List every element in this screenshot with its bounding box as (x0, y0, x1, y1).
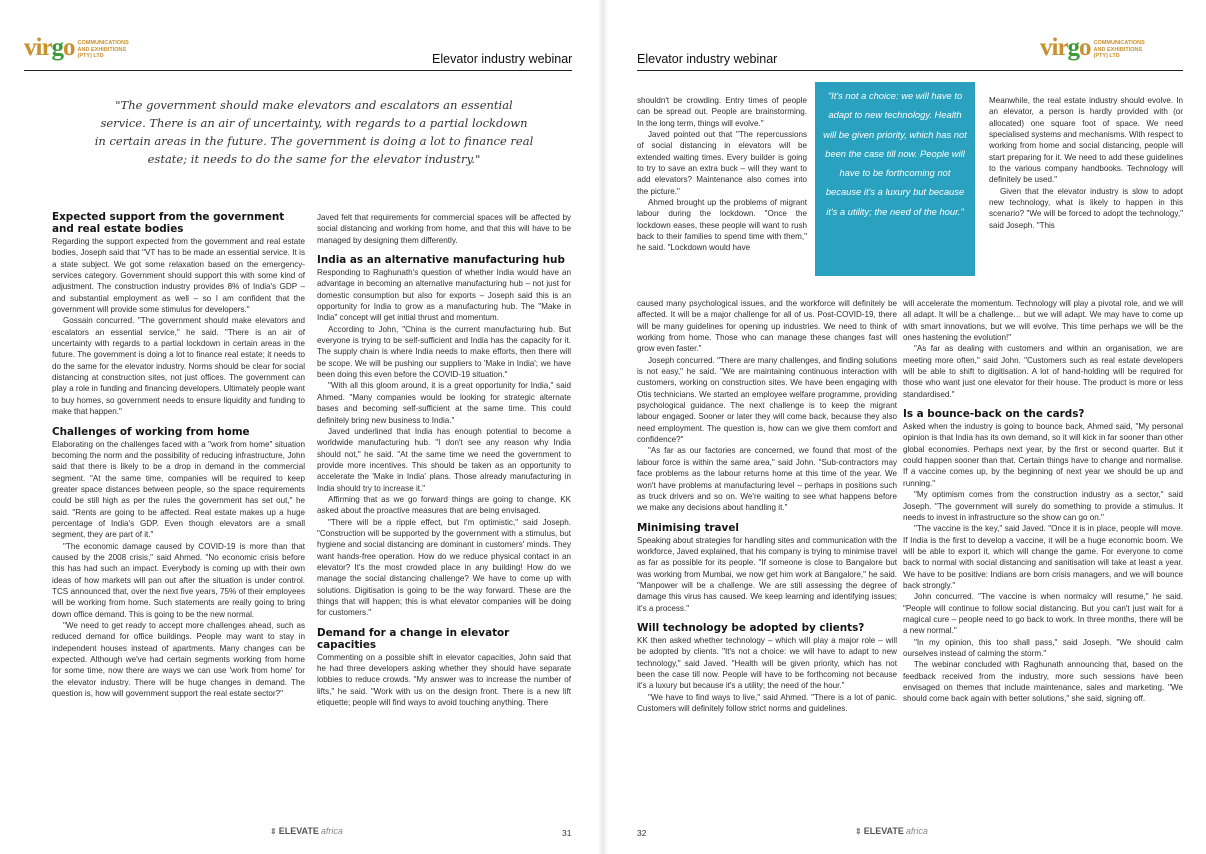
paragraph: shouldn't be crowding. Entry times of people can be spread out. People are brainstorming. In the long term, things will evolve." (637, 96, 807, 128)
paragraph: The webinar concluded with Raghunath announcing that, based on the feedback received from the industry, more such sessions have been envisaged on themes that include maintenance, sales and marketing. "We should come back again with better solutions," she said, signing off. (903, 660, 1183, 704)
callout-quote-box: "It's not a choice: we will have to adapt to new technology. Health will be given priority, which has not been the case till now. People will have to be forthcoming not because it's a luxury but because it's a utility; the need of the hour." (815, 82, 975, 276)
article-column (637, 298, 897, 714)
paragraph: "With all this gloom around, it is a great opportunity for India," said Ahmed. "Many companies would be looking for strategic alternate bases and becoming self-sufficient at the same time. This could definitely bring new business to India." (317, 381, 571, 425)
paragraph: Speaking about strategies for handling sites and communication with the workforce, Javed explained, that his company is trying to minimise travel as far as possible for its people. "If someone is close to Bangalore but was working from Mumbai, we now get him work at Bangalore," he said. "Manpower will be a challenge. We are still assessing the degree of damage this virus has caused. We keep learning and identifying issues; it's a process." (637, 535, 897, 613)
paragraph: "The economic damage caused by COVID-19 is more than that caused by the 2008 crisis," said Ahmed. "No economic crisis before this has had such an impact. Everybody is coming up with their own ideas of how markets will pan out after the situation is under control. TCS announced that, over the next five years, 75% of their employees will be working from home. Such statements are really going to bring down office demand. This is going to be the new normal. (52, 541, 305, 619)
header-rule (24, 70, 572, 71)
paragraph: John concurred. "The vaccine is when normalcy will resume," he said. "People will continue to follow social distancing. But you can't just wait for a magical cure – people need to go back to work. In three months, there will be a new normal." (903, 592, 1183, 636)
section-heading: Will technology be adopted by clients? (637, 621, 865, 634)
paragraph: Gossain concurred. "The government should make elevators and escalators an essential service," he said. "There is an air of uncertainty with regards to a partial lockdown in certain areas in the future. The government is doing a lot to finance real estate; it needs to do the same for the elevator industry. Norms should be clear for social distancing at construction sites, not just offices. The government can play a role in funding and financing developers. Ultimately people want to buy homes, so government needs to ensure liquidity and funding to make that happen." (52, 316, 305, 417)
paragraph: "As far as our factories are concerned, we found that most of the labour force is within the same area," said John. "Sub-contractors may face problems as the labour returns home at this time of the year. We won't have problems at manufacturing level – perhaps in positions such as truck drivers and so on. We're waiting to see what happens before we make any decisions about handling it." (637, 446, 897, 513)
paragraph: "As far as dealing with customers and within an organisation, we are meeting more often," said John. "Customers such as real estate developers will be able to shift to digitisation. A lot of hand-holding will be required for those who want just one elevator for their house. The product is more or less standardised." (903, 344, 1183, 399)
paragraph: "We need to get ready to accept more challenges ahead, such as reduced demand for office buildings. People may want to stay in independent houses instead of apartments. Many changes can be expected. Although we've had certain segments working from home for some time, now there are ways we can use 'work from home' for the elevator industry. There will be huge changes in demand. The question is, how will government support the real estate sector?" (52, 621, 305, 699)
paragraph: KK then asked whether technology – which will play a major role – will be adopted by clients. "It's not a choice: we will have to adapt to new technology," said Javed. "Health will be given priority, which has not been the case till now. People will have to be forthcoming not because it's a luxury but because it's a utility; the need of the hour." (637, 635, 897, 691)
page-gutter (598, 0, 608, 854)
article-column (903, 298, 1183, 705)
paragraph: Joseph concurred. "There are many challenges, and finding solutions is not easy," he said. "We are maintaining continuous interaction with customers, working on construction sites. We have been engaging with Otis technicians. We started an employee welfare programme, providing psychological guidance. The next challenge is to keep the migrant labour engaged. Sooner or later they will come back, because they also need employment. The question is, how can we give them comfort and confidence?" (637, 355, 897, 445)
paragraph: Javed felt that requirements for commercial spaces will be affected by social distancing and working from home, and that this will have to be managed by designing them differently. (317, 213, 571, 245)
virgo-logo: virgo COMMUNICATIONS AND EXHIBITIONS (PTY) LTD (24, 36, 140, 60)
paragraph: According to John, "China is the current manufacturing hub. But everyone is trying to be self-sufficient and India has the capacity for it. The supply chain is where India needs to make efforts, then there will be scope. We will be pushing our suppliers to 'Make in India'; we have been doing this even before the COVID-19 situation." (317, 324, 571, 380)
running-head: Elevator industry webinar (637, 52, 778, 66)
elevator-arrows-icon: ⇕ (270, 826, 277, 836)
article-column (989, 95, 1183, 231)
pull-quote: "The government should make elevators and escalators an essential service. There is an air of uncertainty, with regards to a partial lockdown in certain areas in the future. The government is doing a lot to finance real estate; it needs to do the same for the elevator industry." (94, 98, 534, 166)
paragraph: "We have to find ways to live," said Ahmed. "There is a lot of panic. Customers will definitely follow strict norms and guidelines. (637, 692, 897, 713)
section-heading: Is a bounce-back on the cards? (903, 408, 1085, 421)
section-heading: Expected support from the government and real estate bodies (52, 211, 285, 235)
paragraph: Affirming that as we go forward things are going to change, KK asked about the proactive measures that are being envisaged. (317, 494, 571, 516)
paragraph: Javed pointed out that "The repercussions of social distancing in elevators will be extended waiting times. Every builder is going to try to save an extra buck – will they want to add elevators? Maintenance also comes into the picture." (637, 130, 807, 196)
elevate-africa-logo: ⇕ ELEVATE africa (855, 826, 928, 836)
section-heading: Demand for a change in elevator capacities (317, 626, 510, 651)
paragraph: Responding to Raghunath's question of whether India would have an advantage in becoming an alternative manufacturing hub – not just for domestic consumption but also for exports – Joseph said this is an opportunity for India to grow as a manufacturing hub. The "Make in India" concept will get initial thrust and momentum. (317, 268, 571, 323)
paragraph: Given that the elevator industry is slow to adopt new technology, what is likely to happen in this scenario? "We will be forced to adopt the technology," said Joseph. "This (989, 186, 1183, 230)
page-number: 32 (637, 828, 647, 838)
article-column (52, 211, 305, 699)
paragraph: "There will be a ripple effect, but I'm optimistic," said Joseph. "Construction will be supported by the government with a stimulus, but hygiene and social distancing are dominant in customers' minds. They want hands-free operation. How do we reduce physical contact in an elevator? It's the most crowded place in any building! How do we manage the social distancing challenge? We have to come up with solutions. Digitisation is going to be the way forward. These are the things that will happen; this is what elevator companies will be doing for customers." (317, 517, 571, 618)
section-heading: Challenges of working from home (52, 425, 250, 438)
article-column (637, 95, 807, 254)
logo-subtitle: COMMUNICATIONS AND EXHIBITIONS (PTY) LTD (77, 40, 129, 59)
elevate-africa-logo: ⇕ ELEVATE africa (270, 826, 343, 836)
page-number: 31 (562, 828, 572, 838)
section-heading: India as an alternative manufacturing hub (317, 254, 565, 267)
paragraph: Meanwhile, the real estate industry should evolve. In an elevator, a person is hardly provided with (or allocated) one square foot of space. We need specialised systems and mechanisms. With respect to working from home and social distancing, people will start preparing for it. We need to add these guidelines to the various company handbooks. Technology will definitely be used." (989, 96, 1183, 185)
header-rule (637, 70, 1183, 71)
paragraph: Javed underlined that India has enough potential to become a worldwide manufacturing hub. "I don't see any reason why India should not," he said. "At the same time we need the government to provide more incentives. This should be taken as an opportunity to accelerate the 'Make in India' plans. Those already manufacturing in India should try to increase it." (317, 426, 571, 493)
section-heading: Minimising travel (637, 521, 739, 534)
paragraph: "The vaccine is the key," said Javed. "Once it is in place, people will move. If India is the first to develop a vaccine, it will be a huge economic boom. We will be able to export it, which will change the game. For everyone to come back to normal with social distancing and sanitisation will take at least a year. We have to be positive: Indians are born crisis managers, and we will bounce back strongly." (903, 524, 1183, 590)
running-head: Elevator industry webinar (432, 52, 573, 66)
article-column (317, 212, 571, 708)
paragraph: Elaborating on the challenges faced with a "work from home" situation becoming the norm and the possibility of reducing infrastructure, John said that there is likely to be a drop in demand in the commercial segment. "At the same time, companies will be required to keep greater space distances between people, so the space requirements could be still high as per the rules the government has set out," he said. "Rents are going to be affected. Real estate makes up a huge percentage of India's GDP. Even though elevators are a small segment, they are part of it." (52, 439, 305, 540)
virgo-logo: virgo COMMUNICATIONS AND EXHIBITIONS (PTY) LTD (1040, 36, 1156, 60)
elevator-arrows-icon: ⇕ (855, 826, 862, 836)
paragraph: will accelerate the momentum. Technology will play a pivotal role, and we will all adapt. It will be a challenge… but we will adapt. We may have to come up with smart innovations, but we will evolve. This time perhaps we will be the ones hastening the evolution!" (903, 299, 1183, 343)
paragraph: Regarding the support expected from the government and real estate bodies, Joseph said that "VT has to be made an essential service. It is a state subject. We got some relaxation based on the emergency-services category. Government should support this with some kind of adjustment. The construction industry provides 8% of India's GDP – and substantial employment as well – so I am confident that the government will provide some stimulus for developers." (52, 237, 305, 315)
paragraph: Asked when the industry is going to bounce back, Ahmed said, "My personal opinion is that India has its own demand, so it will kick in far sooner than other global economies. Perhaps next year, by the first or second quarter. But it could happen sooner than that. Certain things have to change and normalise. If a vaccine comes up, by the beginning of next year we should be up and running." (903, 422, 1183, 488)
paragraph: "My optimism comes from the construction industry as a sector," said Joseph. "The government will surely do something to provide a stimulus. It needs to invest in infrastructure so the show can go on." (903, 490, 1183, 522)
logo-subtitle: COMMUNICATIONS AND EXHIBITIONS (PTY) LTD (1093, 40, 1145, 59)
paragraph: "In my opinion, this too shall pass," said Joseph. "We should calm ourselves instead of calming the storm." (903, 637, 1183, 658)
paragraph: caused many psychological issues, and the workforce will definitely be affected. It will be a major challenge for all of us. Post-COVID-19, there will be many guidelines for opening up industries. We need to think of working from home. Those who can manage these changes fast will grow even faster." (637, 299, 897, 354)
paragraph: Commenting on a possible shift in elevator capacities, John said that he had three developers asking whether they should have separate lobbies to reduce crowds. "My answer was to increase the number of lifts," he said. "Work with us on the design front. There is a new lift etiquette; people will find ways to avoid touching anything. There (317, 652, 571, 708)
paragraph: Ahmed brought up the problems of migrant labour during the lockdown. "Once the lockdown eases, these people will want to rush back to their families to spend time with them," he said. "Lockdown would have (637, 198, 807, 253)
